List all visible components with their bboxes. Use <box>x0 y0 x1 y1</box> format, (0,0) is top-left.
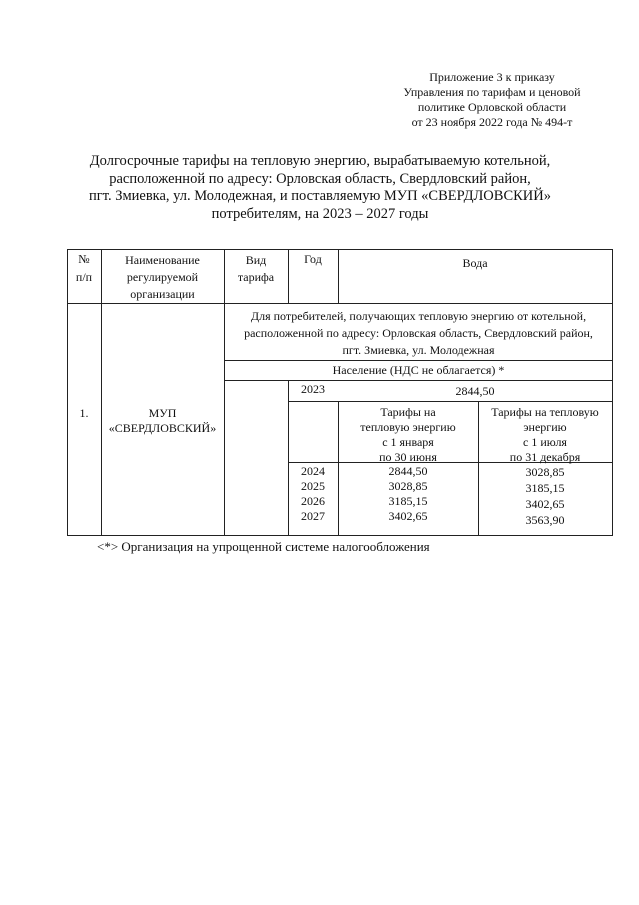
tariff-value-cell: 3185,15 <box>525 481 565 495</box>
years-column <box>288 464 338 524</box>
title-line-3: пгт. Змиевка, ул. Молодежная, и поставляемую МУП «СВЕРДЛОВСКИЙ» <box>88 188 551 204</box>
tariff-value-cell: 3563,90 <box>525 513 565 527</box>
table-border-left <box>67 249 68 536</box>
appendix-line-2: Управления по тарифам и ценовой <box>403 85 581 99</box>
appendix-line-1: Приложение 3 к приказу <box>429 70 555 84</box>
document-title <box>60 153 580 223</box>
period-header-second-half: Тарифы на тепловую энергию с 1 июля по 31 декабря <box>491 405 599 464</box>
appendix-line-4: от 23 ноября 2022 года № 494-т <box>411 115 573 129</box>
period-header-first-half: Тарифы на тепловую энергию с 1 января по 30 июня <box>360 405 456 464</box>
table-border-bottom <box>67 535 613 536</box>
row-number: 1. <box>79 406 89 420</box>
table-header-bottom <box>67 303 613 304</box>
table-line-population <box>224 380 613 381</box>
table-border-right <box>612 249 613 536</box>
appendix-line-3: политике Орловской области <box>417 100 567 114</box>
population-label: Население (НДС не облагается) * <box>332 363 505 377</box>
title-line-2: расположенной по адресу: Орловская область, Свердловский район, <box>109 170 531 187</box>
table-line-2023 <box>288 401 613 402</box>
organization-name: МУП «СВЕРДЛОВСКИЙ» <box>108 406 217 435</box>
tariff-value-cell: 3028,85 <box>388 479 428 493</box>
header-year: Год <box>304 252 322 266</box>
tariff-value-cell: 3028,85 <box>525 465 565 479</box>
header-water: Вода <box>462 256 488 270</box>
table-line-consumers <box>224 360 613 361</box>
header-tariff-type: Вид тарифа <box>237 253 275 284</box>
title-line-4: потребителям, на 2023 – 2027 годы <box>211 205 429 222</box>
title-line-1: Долгосрочные тарифы на тепловую энергию, вырабатываемую котельной, <box>89 153 551 169</box>
value-2023: 2844,50 <box>455 384 495 398</box>
table-col-divider-2 <box>224 249 225 536</box>
year-cell: 2026 <box>301 494 325 508</box>
first-half-values <box>338 464 478 524</box>
tariff-value-cell: 3402,65 <box>388 509 428 523</box>
tariff-value-cell: 3402,65 <box>525 497 565 511</box>
second-half-values <box>478 464 612 528</box>
consumers-description: Для потребителей, получающих тепловую энергию от котельной, расположенной по адресу: Орловская область, Свердловский район, пгт. Змиевка, ул. Молодежная <box>244 309 593 357</box>
footnote: <*> Организация на упрощенной системе налогообложения <box>97 539 430 554</box>
tariff-value-cell: 2844,50 <box>388 464 428 478</box>
appendix-reference <box>372 70 612 130</box>
year-2023: 2023 <box>301 382 325 396</box>
year-cell: 2027 <box>301 509 325 523</box>
year-cell: 2024 <box>301 464 325 478</box>
year-cell: 2025 <box>301 479 325 493</box>
tariff-value-cell: 3185,15 <box>388 494 428 508</box>
header-number: № п/п <box>75 252 93 284</box>
table-border-top <box>67 249 613 250</box>
header-organization: Наименование регулируемой организации <box>125 253 200 301</box>
